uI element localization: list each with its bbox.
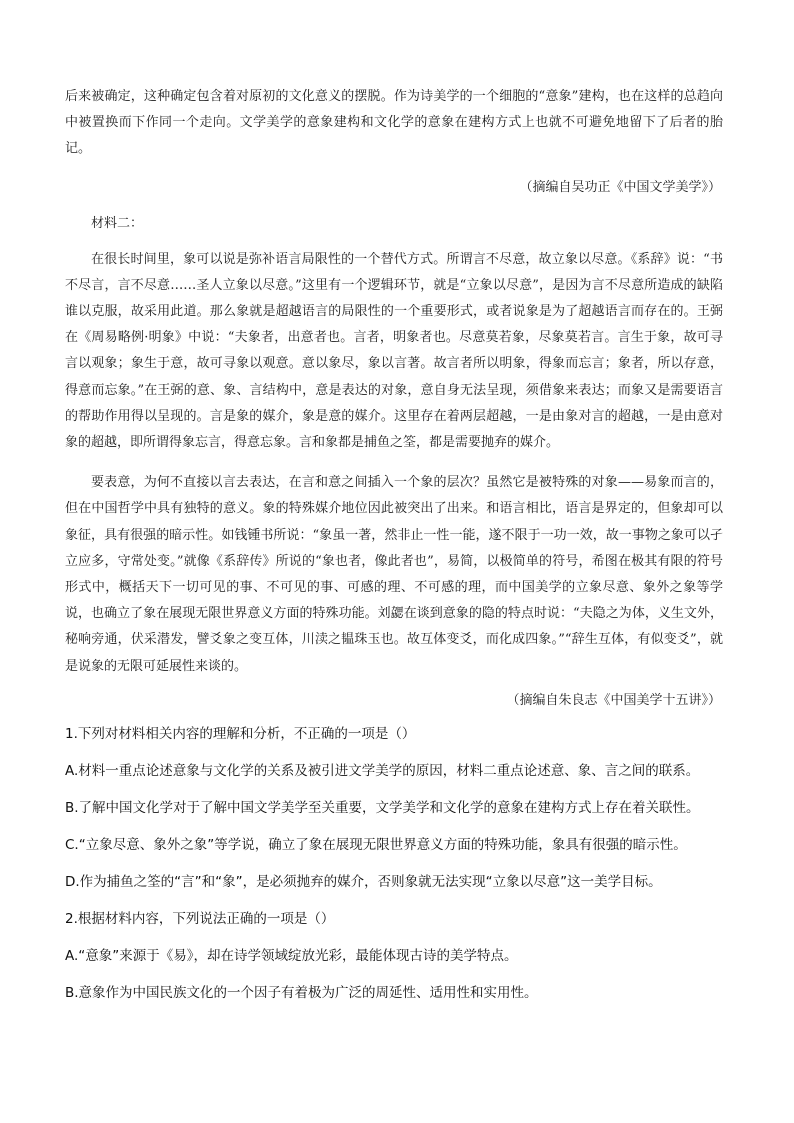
option-d: D.作为捕鱼之筌的“言”和“象”，是必须抛弃的媒介，否则象就无法实现“立象以尽意”这一美学目标。 bbox=[65, 873, 662, 890]
option-b: B.了解中国文化学对于了解中国文学美学至关重要，文学美学和文化学的意象在建构方式上存在着关联性。 bbox=[65, 799, 700, 816]
source-citation: （摘编自朱良志《中国美学十五讲》） bbox=[506, 692, 721, 708]
material-label: 材料二： bbox=[91, 215, 144, 231]
source-citation: （摘编自吴功正《中国文学美学》） bbox=[519, 179, 721, 195]
passage-paragraph: 后来被确定，这种确定包含着对原初的文化意义的摆脱。作为诗美学的一个细胞的“意象”建构，也在这样的总趋向中被置换而下作同一个走向。文学美学的意象建构和文化学的意象在建构方式上也就不可避免地留下了后者的胎记。 bbox=[65, 89, 723, 157]
option-b: B.意象作为中国民族文化的一个因子有着极为广泛的周延性、适用性和实用性。 bbox=[65, 984, 538, 1001]
option-a: A.材料一重点论述意象与文化学的关系及被引进文学美学的原因，材料二重点论述意、象、言之间的联系。 bbox=[65, 762, 700, 779]
option-c: C.“立象尽意、象外之象”等学说，确立了象在展现无限世界意义方面的特殊功能，象具有很强的暗示性。 bbox=[65, 836, 687, 853]
question-stem: 1.下列对材料相关内容的理解和分析，不正确的一项是（） bbox=[65, 725, 416, 742]
document-page bbox=[65, 84, 723, 1003]
passage-paragraph: 要表意，为何不直接以言去表达，在言和意之间插入一个象的层次？虽然它是被特殊的对象——易象而言的，但在中国哲学中具有独特的意义。象的特殊媒介地位因此被突出了出来。和语言相比，语言是界定的，但象却可以象征，具有很强的暗示性。如钱锺书所说：“象虽一著，然非止一性一能，遂不限于一功一效，故一事物之象可以孑立应多，守常处变。”就像《系辞传》所说的“象也者，像此者也”，易简，以极简单的符号，希图在极其有限的符号形式中，概括天下一切可见的事、不可见的事、可感的理、不可感的理，而中国美学的立象尽意、象外之象等学说，也确立了象在展现无限世界意义方面的特殊功能。刘勰在谈到意象的隐的特点时说：“夫隐之为体，义生文外，秘响旁通，伏采潜发，譬爻象之变互体，川渎之韫珠玉也。故互体变爻，而化成四象。”“辞生互体，有似变爻”，就是说象的无限可延展性来谈的。 bbox=[65, 475, 723, 674]
option-a: A.“意象”来源于《易》，却在诗学领域绽放光彩，最能体现古诗的美学特点。 bbox=[65, 947, 518, 964]
passage-paragraph: 在很长时间里，象可以说是弥补语言局限性的一个替代方式。所谓言不尽意，故立象以尽意。《系辞》说：“书不尽言，言不尽意……圣人立象以尽意。”这里有一个逻辑环节，就是“立象以尽意”，是因为言不尽意所造成的缺陷谁以克服，故采用此道。那么象就是超越语言的局限性的一个重要形式，或者说象是为了超越语言而存在的。王弼在《周易略例·明象》中说：“夫象者，出意者也。言者，明象者也。尽意莫若象，尽象莫若言。言生于象，故可寻言以观象；象生于意，故可寻象以观意。意以象尽，象以言著。故言者所以明象，得象而忘言；象者，所以存意，得意而忘象。”在王弼的意、象、言结构中，意是表达的对象，意自身无法呈现，须借象来表达；而象又是需要语言的帮助作用得以呈现的。言是象的媒介，象是意的媒介。这里存在着两层超越，一是由象对言的超越，一是由意对象的超越，即所谓得象忘言，得意忘象。言和象都是捕鱼之筌，都是需要抛弃的媒介。 bbox=[65, 251, 723, 451]
question-stem: 2.根据材料内容，下列说法正确的一项是（） bbox=[65, 910, 335, 927]
